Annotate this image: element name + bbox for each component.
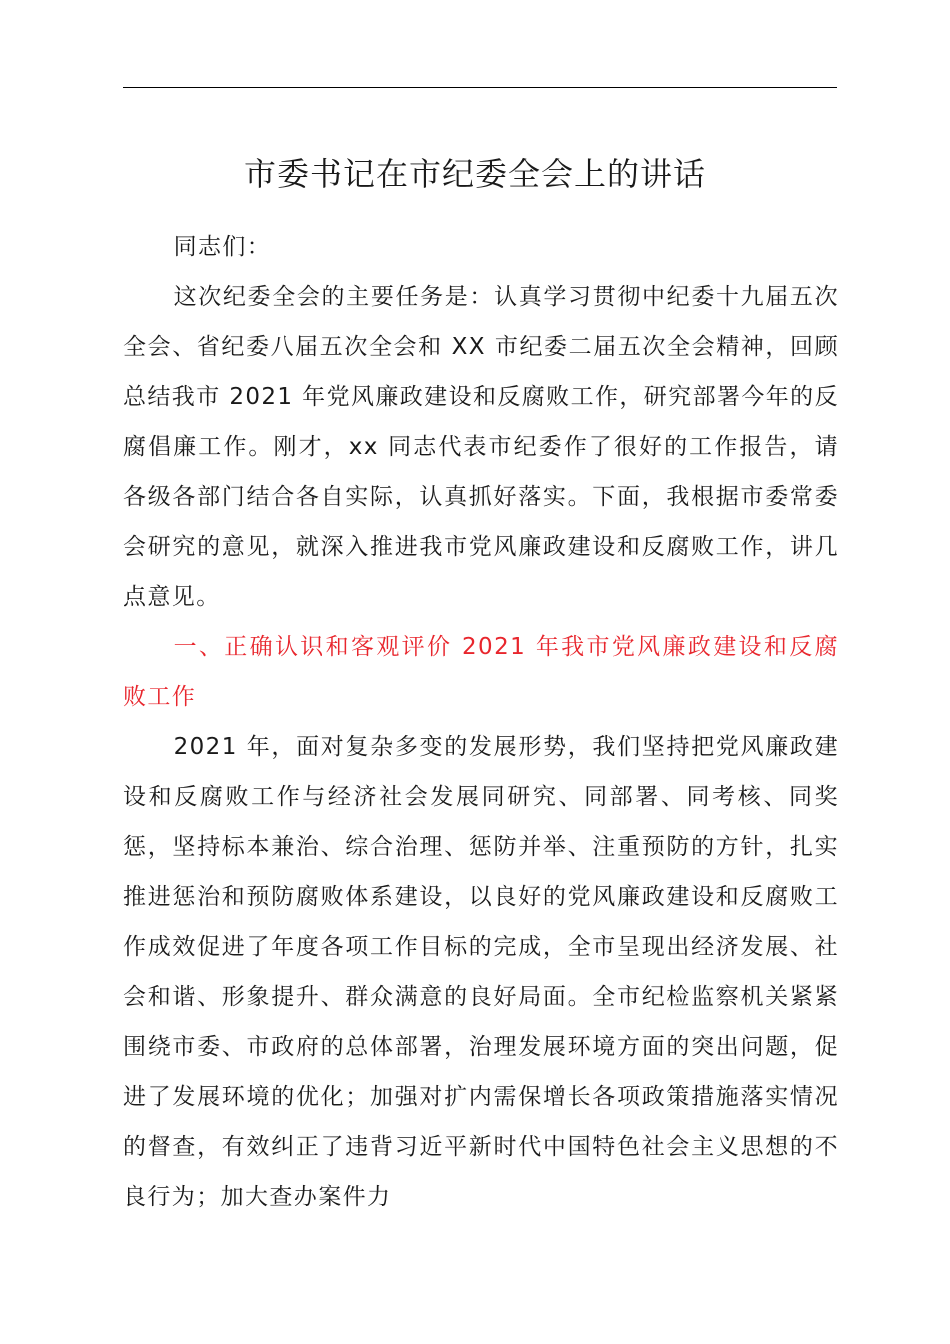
document-title: 市委书记在市纪委全会上的讲话 xyxy=(243,155,706,193)
document-body xyxy=(123,222,839,1222)
intro-paragraph: 这次纪委全会的主要任务是：认真学习贯彻中纪委十九届五次全会、省纪委八届五次全会和 XX 市纪委二届五次全会精神，回顾总结我市 2021 年党风廉政建设和反腐败工作，研究部署今年的反腐倡廉工作。刚才，xx 同志代表市纪委作了很好的工作报告，请各级各部门结合各自实际，认真抓好落实。下面，我根据市委常委会研究的意见，就深入推进我市党风廉政建设和反腐败工作，讲几点意见。 xyxy=(123,284,839,610)
salutation: 同志们： xyxy=(173,234,272,260)
header-rule xyxy=(123,87,837,88)
section-heading: 一、正确认识和客观评价 2021 年我市党风廉政建设和反腐败工作 xyxy=(123,634,839,710)
section-paragraph: 2021 年，面对复杂多变的发展形势，我们坚持把党风廉政建设和反腐败工作与经济社会发展同研究、同部署、同考核、同奖惩，坚持标本兼治、综合治理、惩防并举、注重预防的方针，扎实推进惩治和预防腐败体系建设，以良好的党风廉政建设和反腐败工作成效促进了年度各项工作目标的完成，全市呈现出经济发展、社会和谐、形象提升、群众满意的良好局面。全市纪检监察机关紧紧围绕市委、市政府的总体部署，治理发展环境方面的突出问题，促进了发展环境的优化；加强对扩内需保增长各项政策措施落实情况的督查，有效纠正了违背习近平新时代中国特色社会主义思想的不良行为；加大查办案件力 xyxy=(123,734,839,1210)
